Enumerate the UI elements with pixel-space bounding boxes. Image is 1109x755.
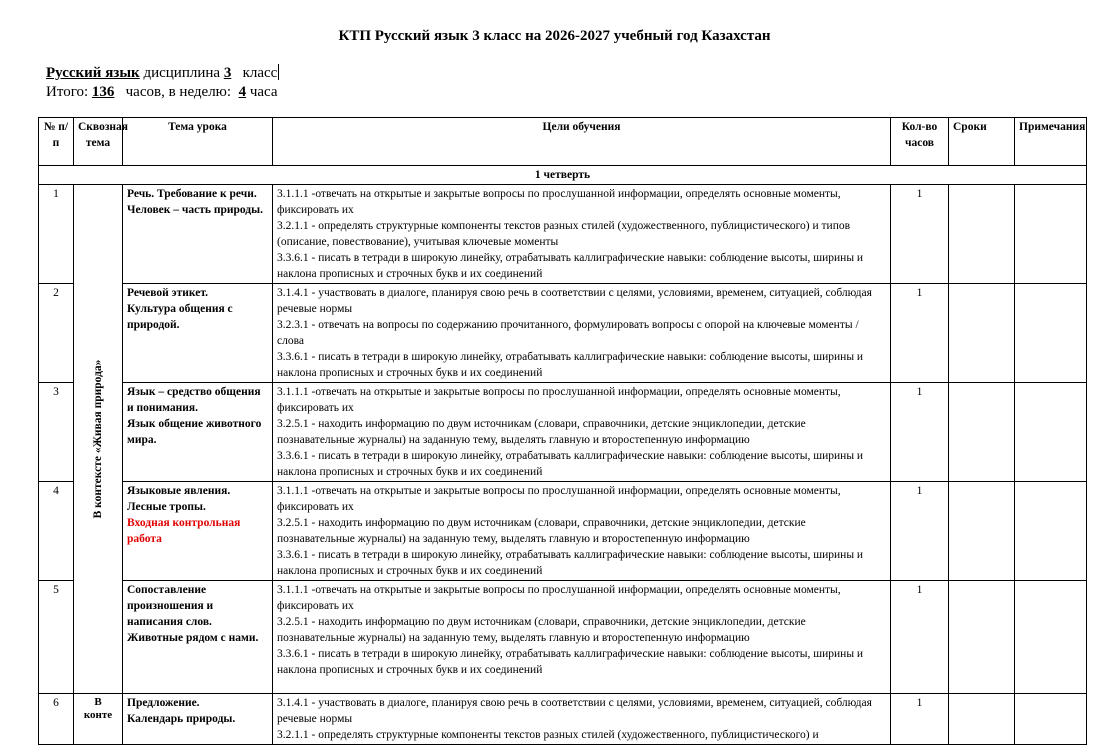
goal-item: 3.2.5.1 - находить информацию по двум источникам (словари, справочники, детские энциклопедии, детские познавательные журналы) на заданную тему, выделять главную и второстепенную информацию [277,616,806,644]
weekly-hours: 4 [238,84,247,100]
subject-name: Русский язык [46,65,140,81]
goal-item: 3.1.4.1 - участвовать в диалоге, планируя свою речь в соответствии с целями, условиями, временем, ситуацией, соблюдая речевые нормы [277,287,872,315]
topic-line: Языковые явления. [127,485,231,497]
quarter-row [39,166,1087,185]
goal-item: 3.3.6.1 - писать в тетради в широкую линейку, отрабатывать каллиграфические навыки: соблюдение высоты, ширины и наклона прописных и строчных букв и их соединений [277,450,864,478]
hours-count: 1 [891,694,949,745]
header-hours: Кол-во часов [891,118,949,166]
theme-cell [74,185,123,694]
theme-label: В контексте «Живая природа» [92,359,104,519]
goal-item: 3.2.5.1 - находить информацию по двум источникам (словари, справочники, детские энциклопедии, детские познавательные журналы) на заданную тему, выделять главную и второстепенную информацию [277,418,806,446]
dates-cell [949,694,1015,745]
learning-goals [273,581,891,694]
notes-cell [1015,581,1087,694]
dates-cell [949,482,1015,581]
header-num: № п/п [39,118,74,166]
document-title: КТП Русский язык 3 класс на 2026-2027 учебный год Казахстан [338,28,771,44]
goal-item: 3.3.6.1 - писать в тетради в широкую линейку, отрабатывать каллиграфические навыки: соблюдение высоты, ширины и наклона прописных и строчных букв и их соединений [277,648,864,676]
notes-cell [1015,284,1087,383]
lesson-topic [123,482,273,581]
lesson-topic [123,383,273,482]
header-notes: Примечания [1015,118,1087,166]
lesson-topic [123,185,273,284]
theme-label-2-line1: В [94,696,102,708]
row-number: 1 [39,185,74,284]
learning-goals [273,284,891,383]
grade-value: 3 [223,65,232,81]
goal-item: 3.2.3.1 - отвечать на вопросы по содержанию прочитанного, формулировать вопросы с опорой на ключевые моменты / слова [277,319,859,347]
goal-item: 3.3.6.1 - писать в тетради в широкую линейку, отрабатывать каллиграфические навыки: соблюдение высоты, ширины и наклона прописных и строчных букв и их соединений [277,252,864,280]
theme-label-2-line2: конте [83,709,113,721]
hours-count: 1 [891,482,949,581]
control-work-label: Входная контрольная работа [127,517,241,545]
text-cursor [278,64,279,80]
goal-item: 3.1.1.1 -отвечать на открытые и закрытые вопросы по прослушанной информации, определять основные моменты, фиксировать их [277,584,841,612]
notes-cell [1015,383,1087,482]
goal-item: 3.3.6.1 - писать в тетради в широкую линейку, отрабатывать каллиграфические навыки: соблюдение высоты, ширины и наклона прописных и строчных букв и их соединений [277,351,864,379]
dates-cell [949,581,1015,694]
topic-line: Язык общение животного мира. [127,418,262,446]
total-label: Итого: [46,84,92,100]
row-number: 6 [39,694,74,745]
row-number: 4 [39,482,74,581]
row-number: 5 [39,581,74,694]
hours-count: 1 [891,383,949,482]
header-dates: Сроки [949,118,1015,166]
goal-item: 3.2.5.1 - находить информацию по двум источникам (словари, справочники, детские энциклопедии, детские познавательные журналы) на заданную тему, выделять главную и второстепенную информацию [277,517,806,545]
table-row [39,185,1087,284]
table-row [39,482,1087,581]
theme-label-2 [84,696,112,722]
topic-line: Животные рядом с нами. [127,632,259,644]
grade-label: класс [242,65,278,81]
subject-line [46,64,279,82]
total-hours: 136 [91,84,115,100]
lesson-topic [123,581,273,694]
goal-item: 3.2.1.1 - определять структурные компоненты текстов разных стилей (художественного, публицистического) и типов (описание, повествование), учитывая ключевые моменты [277,220,851,248]
table-header-row [39,118,1087,166]
header-goals: Цели обучения [273,118,891,166]
hours-line [46,84,278,101]
topic-line: Сопоставление произношения и написания слов. [127,584,214,628]
goal-item: 3.1.1.1 -отвечать на открытые и закрытые вопросы по прослушанной информации, определять основные моменты, фиксировать их [277,188,841,216]
hours-count: 1 [891,185,949,284]
notes-cell [1015,694,1087,745]
topic-line: Лесные тропы. [127,501,206,513]
dates-cell [949,185,1015,284]
weekly-label: часа [249,84,278,100]
learning-goals [273,185,891,284]
notes-cell [1015,185,1087,284]
row-number: 3 [39,383,74,482]
topic-line: Речевой этикет. [127,287,209,299]
topic-line: Речь. Требование к речи. [127,188,257,200]
table-row [39,284,1087,383]
header-topic: Тема урока [123,118,273,166]
topic-line: Календарь природы. [127,713,236,725]
learning-goals [273,383,891,482]
theme-cell-2 [74,694,123,745]
hours-count: 1 [891,284,949,383]
header-theme: Сквозная тема [74,118,123,166]
topic-line: Человек – часть природы. [127,204,263,216]
goal-item: 3.1.4.1 - участвовать в диалоге, планируя свою речь в соответствии с целями, условиями, временем, ситуацией, соблюдая речевые нормы [277,697,872,725]
dates-cell [949,383,1015,482]
topic-line: Язык – средство общения и понимания. [127,386,261,414]
topic-line: Предложение. [127,697,200,709]
table-row [39,694,1087,745]
table-row [39,581,1087,694]
learning-goals [273,694,891,745]
goal-item: 3.1.1.1 -отвечать на открытые и закрытые вопросы по прослушанной информации, определять основные моменты, фиксировать их [277,485,841,513]
row-number: 2 [39,284,74,383]
discipline-label: дисциплина [139,65,224,81]
goal-item: 3.1.1.1 -отвечать на открытые и закрытые вопросы по прослушанной информации, определять основные моменты, фиксировать их [277,386,841,414]
goal-item: 3.3.6.1 - писать в тетради в широкую линейку, отрабатывать каллиграфические навыки: соблюдение высоты, ширины и наклона прописных и строчных букв и их соединений [277,549,864,577]
topic-line: Культура общения с природой. [127,303,233,331]
ktp-table [38,117,1087,745]
goal-item: 3.2.1.1 - определять структурные компоненты текстов разных стилей (художественного, публицистического) и [277,729,819,741]
notes-cell [1015,482,1087,581]
table-row [39,383,1087,482]
learning-goals [273,482,891,581]
lesson-topic [123,284,273,383]
lesson-topic [123,694,273,745]
dates-cell [949,284,1015,383]
hours-label: часов, в неделю: [125,84,235,100]
quarter-label: 1 четверть [39,166,1087,185]
hours-count: 1 [891,581,949,694]
